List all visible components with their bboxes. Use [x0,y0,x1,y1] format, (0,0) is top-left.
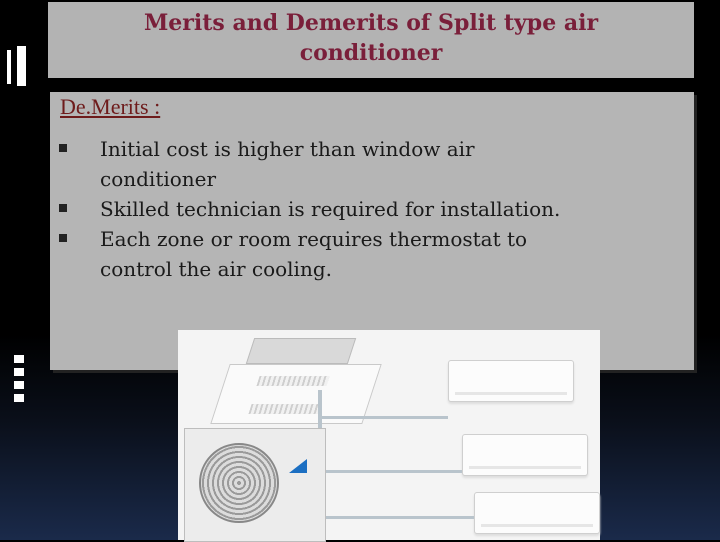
fan-icon [199,443,279,523]
wall-unit-icon [462,434,588,476]
split-ac-photo [178,330,600,540]
decor-bar-1 [7,50,11,84]
square-bullet-icon [59,144,67,152]
decor-bar-3 [14,355,24,363]
wall-unit-icon [474,492,600,534]
logo-icon [289,459,307,473]
decor-bar-6 [14,394,24,402]
list-item-line-2: control the air cooling. [100,257,332,281]
square-bullet-icon [59,204,67,212]
cassette-unit-icon [220,338,370,424]
list-item-line-1: Skilled technician is required for installation. [100,197,561,221]
wall-unit-icon [448,360,574,402]
refrigerant-pipe [324,470,462,473]
decor-bar-4 [14,368,24,376]
slide-title-line-1: Merits and Demerits of Split type air [143,10,599,36]
decor-bar-2 [17,46,26,86]
list-item [56,194,676,224]
demerits-heading: De.Merits : [60,94,161,119]
square-bullet-icon [59,234,67,242]
slide-title-line-2: conditioner [299,40,443,66]
list-item-line-1: Each zone or room requires thermostat to [100,227,528,251]
list-item [56,134,676,194]
list-item-line-1: Initial cost is higher than window air [100,137,475,161]
refrigerant-pipe [324,516,474,519]
list-item-line-2: conditioner [100,167,217,191]
slide-title [48,8,694,68]
refrigerant-pipe [322,416,448,419]
decor-bar-5 [14,381,24,389]
content-panel [50,92,694,370]
title-panel [48,2,694,78]
list-item [56,224,676,284]
outdoor-unit-icon [184,428,326,542]
demerits-list [56,134,676,284]
